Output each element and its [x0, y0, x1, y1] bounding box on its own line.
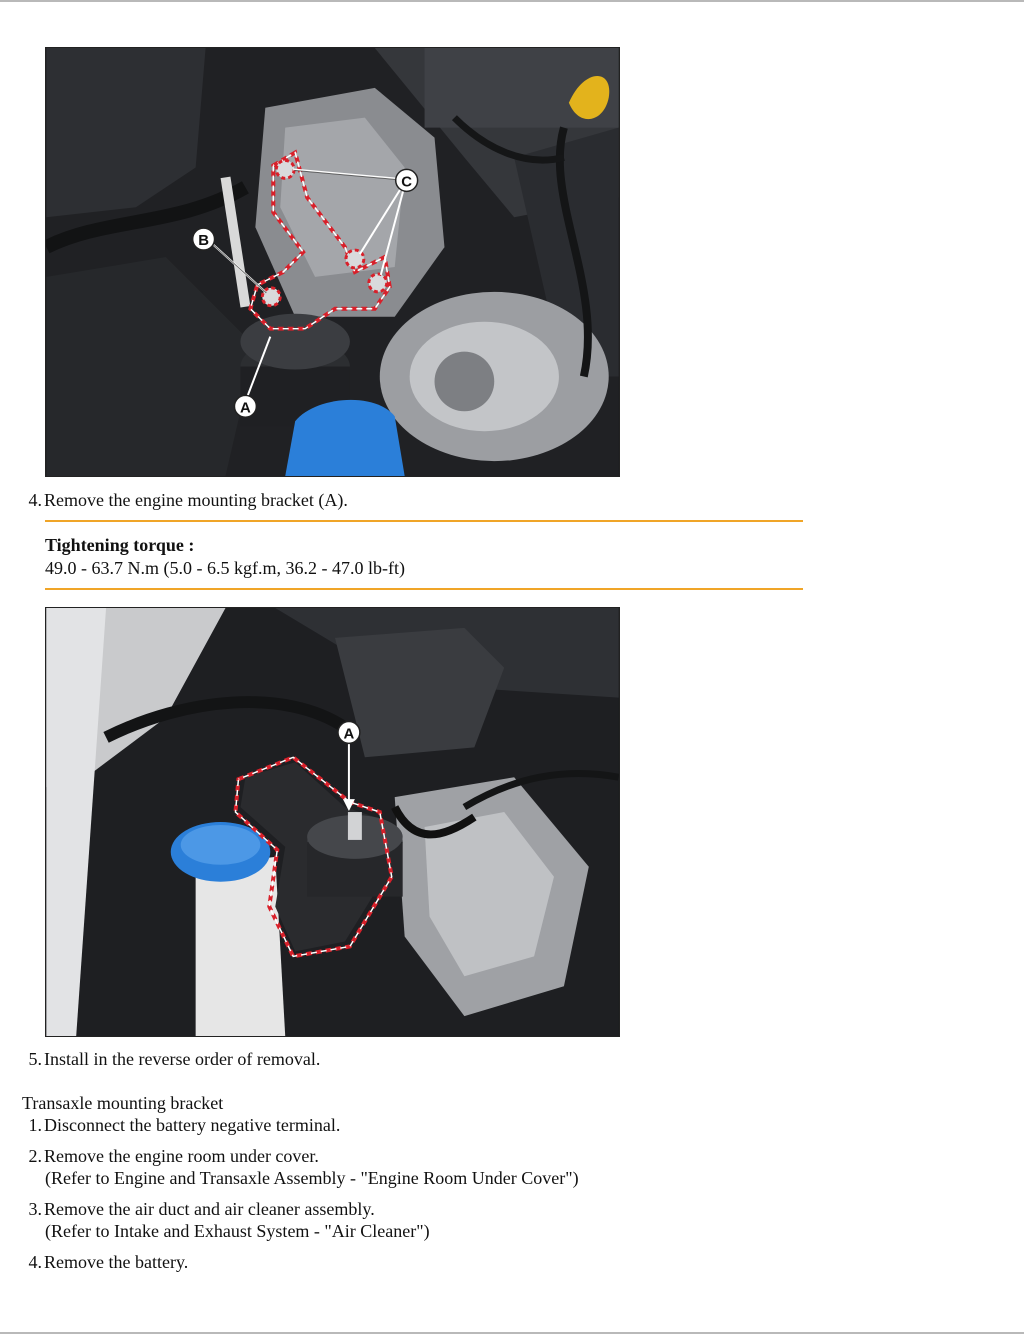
callout-a-label: A — [343, 725, 355, 743]
callout-a-label: A — [240, 399, 251, 417]
section-title-transaxle-mounting-bracket: Transaxle mounting bracket — [22, 1093, 224, 1113]
step-text: Install in the reverse order of removal. — [44, 1049, 321, 1069]
step-remove-engine-bracket — [22, 489, 348, 511]
step-text: Remove the engine mounting bracket (A). — [44, 490, 348, 510]
step-number: 1. — [28, 1115, 42, 1135]
step-text: Disconnect the battery negative terminal. — [44, 1115, 341, 1135]
torque-label: Tightening torque : — [45, 535, 195, 555]
step-text: Remove the air duct and air cleaner assembly. — [44, 1199, 375, 1219]
transaxle-step-3-reference: (Refer to Intake and Exhaust System - "Air Cleaner") — [45, 1221, 430, 1241]
step-number: 5. — [28, 1049, 42, 1069]
step-number: 2. — [28, 1146, 42, 1166]
callout-c-label: C — [401, 173, 413, 191]
page-bottom-border — [0, 1332, 1024, 1334]
torque-rule-top — [45, 520, 803, 522]
step-text: Remove the engine room under cover. — [44, 1146, 319, 1166]
torque-value: 49.0 - 63.7 N.m (5.0 - 6.5 kgf.m, 36.2 - 47.0 lb-ft) — [45, 558, 405, 578]
step-number: 3. — [28, 1199, 42, 1219]
step-text: Remove the battery. — [44, 1252, 189, 1272]
engine-mount-photo — [45, 47, 620, 477]
transaxle-step-4 — [22, 1251, 188, 1273]
step-number: 4. — [28, 490, 42, 510]
transaxle-step-2 — [22, 1145, 319, 1167]
transaxle-step-3 — [22, 1198, 375, 1220]
transaxle-step-1 — [22, 1114, 340, 1136]
transaxle-step-2-reference: (Refer to Engine and Transaxle Assembly - "Engine Room Under Cover") — [45, 1168, 579, 1188]
engine-mount-bracket-photo — [45, 607, 620, 1037]
page-top-border — [0, 0, 1024, 2]
step-number: 4. — [28, 1252, 42, 1272]
step-install-reverse — [22, 1048, 320, 1070]
callout-b-label: B — [198, 232, 209, 250]
torque-rule-bottom — [45, 588, 803, 590]
